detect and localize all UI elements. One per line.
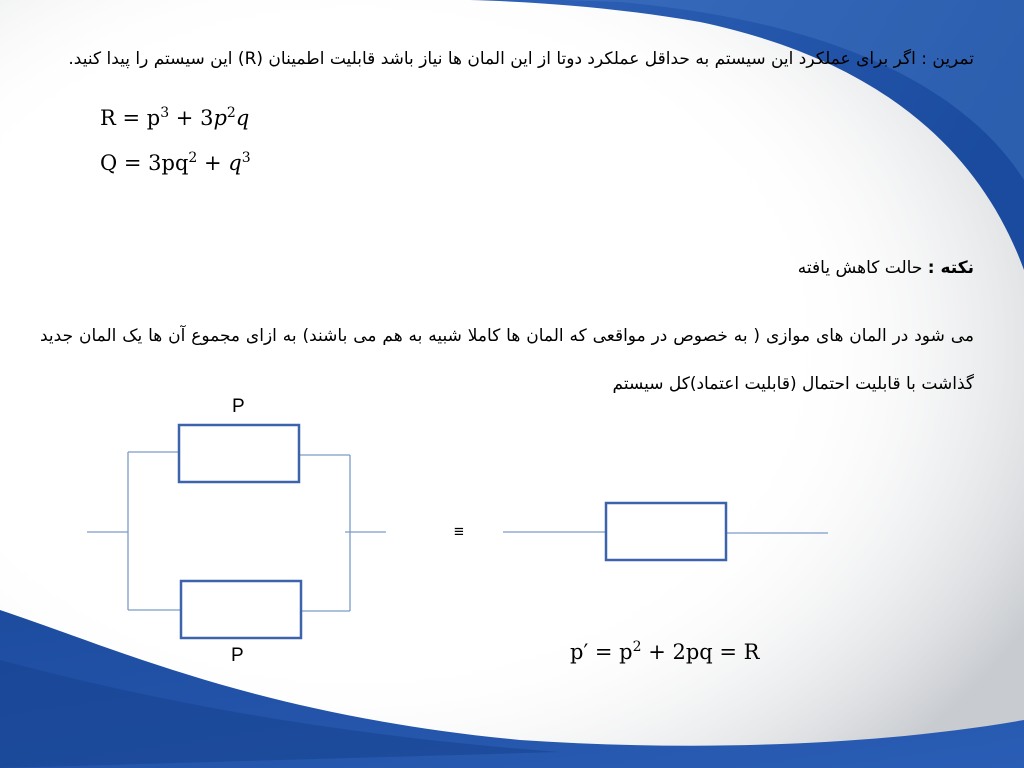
equation-r: $R = p^3 + 3p^2q$ [100,105,250,130]
top-element-box [179,425,299,482]
equation-q: $Q = 3pq^2 + q^3$ [100,150,251,175]
note-title: نکته : [927,258,974,278]
bottom-element-label: P [231,645,244,666]
equation-p-prime: $p' = p^2 + 2pq = R$ [570,639,760,664]
equivalence-symbol: ≡ [454,522,464,541]
exercise-text: تمرین : اگر برای عملکرد این سیستم به حداقل عملکرد دوتا از این المان ها نیاز باشد قابلیت اطمینان (R) این سیستم را پیدا کنید. [68,49,974,69]
note-heading [600,258,974,278]
top-element-label: P [232,396,245,417]
note-paragraph: می شود در المان های موازی ( به خصوص در مواقعی که المان ها کاملا شبیه به هم می باشند) به ازای مجموع آن ها یک المان جدید گذاشت با قابلیت احتمال (قابلیت اعتماد)کل سیستم [40,326,974,394]
equivalent-element-box [606,503,726,560]
bottom-element-box [181,581,301,638]
note-subtitle: حالت کاهش یافته [797,258,928,278]
